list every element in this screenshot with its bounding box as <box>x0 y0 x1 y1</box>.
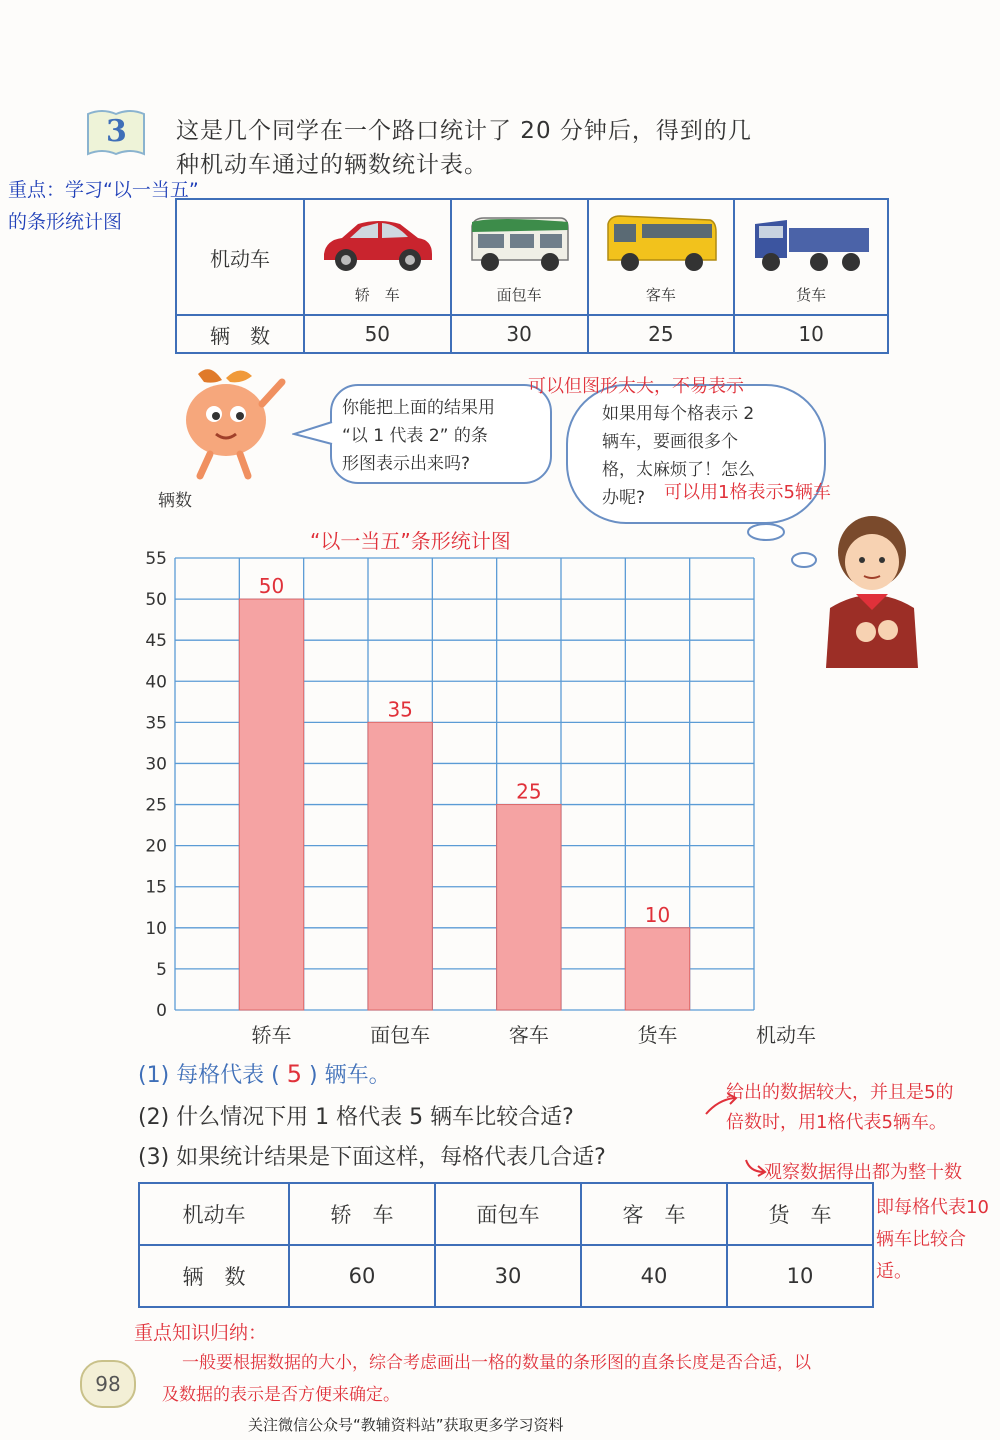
sedan-car-icon <box>318 210 436 276</box>
y-tick-label: 50 <box>145 590 167 611</box>
right-bubble-line-2: 辆车，要画很多个 <box>602 432 738 452</box>
question-2: (2) 什么情况下用 1 格代表 5 辆车比较合适? <box>138 1105 574 1130</box>
bubble-tail-left <box>292 418 336 448</box>
y-tick-label: 0 <box>156 1001 167 1021</box>
bar-value-label: 10 <box>644 902 671 927</box>
table1-row1-header: 机动车 <box>176 199 304 315</box>
left-bubble-line-1: 你能把上面的结果用 <box>342 398 495 418</box>
exercise-number: 3 <box>106 114 127 149</box>
x-category-label: 客车 <box>508 1023 549 1047</box>
bar-轿车 <box>239 599 303 1010</box>
y-tick-label: 5 <box>156 959 167 980</box>
table2-label-bus: 客 车 <box>581 1183 727 1245</box>
y-tick-label: 55 <box>145 549 167 569</box>
q3-answer-line-1: 观察数据得出都为整十数 <box>764 1162 962 1183</box>
speech-bubble-left <box>330 384 552 484</box>
table1-label-bus: 客车 <box>645 285 676 304</box>
table1-label-truck: 货车 <box>796 285 827 304</box>
focus-line-2: 的条形统计图 <box>8 211 123 233</box>
intro-line-1: 这是几个同学在一个路口统计了 20 分钟后，得到的几 <box>176 118 752 144</box>
right-bubble-line-1: 如果用每个格表示 2 <box>602 404 755 424</box>
table1-cell-truck <box>734 199 888 315</box>
question-1 <box>138 1058 391 1089</box>
y-tick-label: 45 <box>145 631 167 652</box>
van-icon <box>464 210 574 276</box>
summary-line-2: 及数据的表示是否方便来确定。 <box>162 1385 400 1405</box>
table2-row1-header: 机动车 <box>139 1183 289 1245</box>
x-category-label: 面包车 <box>370 1023 431 1047</box>
table2-value-bus: 40 <box>581 1245 727 1307</box>
table2-label-sedan: 轿 车 <box>289 1183 435 1245</box>
summary-title: 重点知识归纳： <box>134 1322 268 1344</box>
bar-客车 <box>497 805 561 1010</box>
q3-answer-line-3: 辆车比较合适。 <box>876 1229 966 1282</box>
table1-cell-sedan <box>304 199 451 315</box>
y-tick-label: 40 <box>145 672 167 693</box>
y-tick-label: 15 <box>145 877 167 898</box>
y-tick-label: 35 <box>145 713 167 734</box>
vehicle-count-table <box>175 198 889 354</box>
note-bubble-top: 可以但图形太大，不易表示 <box>528 376 744 397</box>
question-3: (3) 如果统计结果是下面这样，每格代表几合适? <box>138 1145 606 1170</box>
table2-value-sedan: 60 <box>289 1245 435 1307</box>
q1-prefix: (1) 每格代表 ( <box>138 1063 280 1088</box>
q2-answer-line-2: 倍数时，用1格代表5辆车。 <box>726 1112 947 1133</box>
bar-value-label: 25 <box>516 779 542 804</box>
table2-value-van: 30 <box>435 1245 581 1307</box>
table1-label-sedan: 轿 车 <box>354 285 400 304</box>
table1-cell-van <box>451 199 588 315</box>
table1-value-truck: 10 <box>734 315 888 353</box>
table1-row2-header: 辆 数 <box>176 315 304 353</box>
bar-chart <box>120 486 840 1058</box>
q2-answer-line-1: 给出的数据较大，并且是5的 <box>726 1082 954 1103</box>
peach-mascot-illustration <box>170 364 290 488</box>
bar-货车 <box>625 928 689 1010</box>
right-bubble-line-4: 办呢? <box>602 488 646 508</box>
exercise-number-badge <box>84 106 148 158</box>
left-bubble-line-3: 形图表示出来吗? <box>342 454 471 474</box>
table1-value-bus: 25 <box>588 315 735 353</box>
right-bubble-line-3: 格，太麻烦了！怎么 <box>602 460 755 480</box>
chart-bars <box>239 574 689 1010</box>
y-tick-label: 30 <box>145 754 167 775</box>
table1-cell-bus <box>588 199 735 315</box>
left-bubble-line-2: “以 1 代表 2” 的条 <box>342 426 488 446</box>
y-tick-label: 20 <box>145 836 167 857</box>
q3-answer-line-2: 即每格代表10 <box>876 1197 989 1218</box>
bus-icon <box>602 210 720 276</box>
footer-note: 关注微信公众号“教辅资料站”获取更多学习资料 <box>248 1416 564 1434</box>
x-category-label: 轿车 <box>251 1023 292 1047</box>
q3-answer-rest <box>876 1192 1000 1288</box>
exercise-intro <box>176 114 752 182</box>
bar-面包车 <box>368 722 432 1010</box>
table2-label-van: 面包车 <box>435 1183 581 1245</box>
truck-icon <box>749 210 873 276</box>
bar-value-label: 50 <box>258 574 285 599</box>
q1-answer: 5 <box>286 1060 303 1088</box>
q1-suffix: ) 辆车。 <box>309 1063 391 1088</box>
table2-label-truck: 货 车 <box>727 1183 873 1245</box>
table2-value-truck: 10 <box>727 1245 873 1307</box>
vehicle-count-table-2 <box>138 1182 874 1308</box>
note-bubble-answer: 可以用1格表示5辆车 <box>664 482 831 503</box>
x-category-label: 货车 <box>637 1023 678 1047</box>
chart-y-ticks <box>145 549 167 1021</box>
summary-line-1: 一般要根据数据的大小，综合考虑画出一格的数量的条形图的直条长度是否合适，以 <box>182 1353 811 1373</box>
chart-y-axis-label: 辆数 <box>158 491 192 511</box>
bar-value-label: 35 <box>387 697 413 722</box>
chart-title: “以一当五”条形统计图 <box>310 529 511 553</box>
q2-answer <box>726 1078 953 1138</box>
chart-x-ticks <box>252 1023 678 1047</box>
y-tick-label: 25 <box>145 795 167 816</box>
chart-x-axis-label: 机动车 <box>756 1023 816 1047</box>
intro-line-2: 种机动车通过的辆数统计表。 <box>176 152 488 178</box>
table1-label-van: 面包车 <box>496 285 542 304</box>
focus-annotation <box>8 174 199 238</box>
table1-value-sedan: 50 <box>304 315 451 353</box>
page-number: 98 <box>80 1360 136 1408</box>
focus-line-1: 重点：学习“以一当五” <box>8 179 199 201</box>
table2-row2-header: 辆 数 <box>139 1245 289 1307</box>
y-tick-label: 10 <box>145 918 167 939</box>
table1-value-van: 30 <box>451 315 588 353</box>
